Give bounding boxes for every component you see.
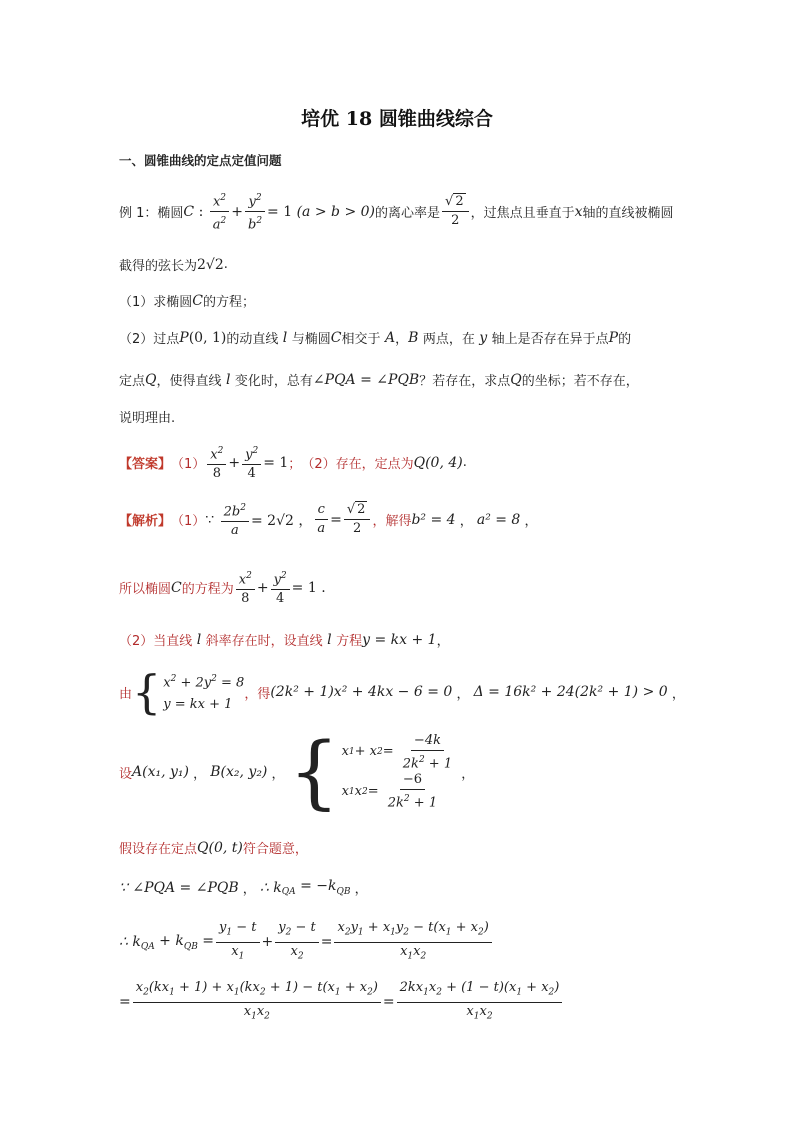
fraction: $\frac{y_1 - t}{x_1}$ (216, 920, 259, 964)
fraction: $\frac{√ 2}{2}$ (442, 194, 469, 229)
analysis-line-5: 设 A(x₁, y₁) ， B(x₂, y₂) ， { x 1 + x 2 = $\frac{-4k}{2k^2 + 1}$ x 1 x 2 = $\frac{-6}{2k^2 + 1}$ ， (119, 725, 475, 818)
fraction: $\frac{y_2 - t}{x_2}$ (275, 920, 318, 964)
example-line-1: 例 1：椭圆 C : $\frac{x^2}{a^2}$ + $\frac{y^2}{b^2}$ = 1 (a > b > 0) 的离心率是 $\frac{√ 2}{2}$ ，过焦点且垂直于 x 轴的直线被椭圆 (119, 190, 674, 234)
analysis-line-6: 假设存在定点 Q(0, t) 符合题意， (119, 839, 308, 857)
fraction: $\frac{x_2y_1 + x_1y_2 - t(x_1 + x_2)}{x_1x_2}$ (334, 920, 491, 964)
fraction: $\frac{y^2}{4}$ (242, 443, 261, 482)
analysis-line-4: 由 { $x^2 + 2y^2 = 8$ y = kx + 1 ，得 (2k² + 1)x² + 4kx − 6 = 0 ， Δ = 16k² + 24(2k² + 1) > 0 ， (119, 665, 685, 720)
fraction: $\frac{√ 2}{2}$ (344, 502, 371, 537)
answer-line: 【答案】 （1） $\frac{x^2}{8}$ + $\frac{y^2}{4}$ = 1 ； （2）存在，定点为 Q(0, 4) . (119, 443, 467, 482)
fraction: $\frac{x^2}{a^2}$ (210, 190, 230, 234)
page-title: 培优 18 圆锥曲线综合 (301, 108, 493, 130)
analysis-line-3: （2）当直线 l 斜率存在时，设直线 l 方程 y = kx + 1 ， (119, 631, 450, 649)
fraction: $\frac{2b^2}{a}$ (221, 500, 249, 539)
question-2-line-1: （2）过点 P (0, 1) 的动直线 l 与椭圆 C 相交于 A ， B 两点，在 y 轴上是否存在异于点 P 的 (119, 329, 632, 347)
fraction: $\frac{x_2(kx_1 + 1) + x_1(kx_2 + 1) - t(x_1 + x_2)}{x_1x_2}$ (133, 980, 381, 1024)
example-line-2: 截得的弦长为 2√2 . (119, 256, 228, 274)
section-heading: 一、圆锥曲线的定点定值问题 (119, 153, 282, 168)
fraction: $\frac{y^2}{4}$ (271, 568, 290, 607)
question-2-line-3: 说明理由. (119, 411, 176, 426)
fraction: $\frac{2kx_1x_2 + (1 - t)(x_1 + x_2)}{x_1x_2}$ (397, 980, 563, 1024)
fraction: $\frac{x^2}{8}$ (207, 443, 226, 482)
fraction: $\frac{x^2}{8}$ (236, 568, 255, 607)
fraction: $\frac{c}{a}$ (314, 502, 328, 537)
question-2-line-2: 定点 Q ，使得直线 l 变化时，总有 ∠PQA = ∠PQB ？若存在，求点 Q 的坐标；若不存在， (119, 371, 639, 389)
analysis-label: 【解析】 (119, 514, 172, 530)
equation-system: x 1 + x 2 = $\frac{-4k}{2k^2 + 1}$ x 1 x 2 = $\frac{-6}{2k^2 + 1}$ (341, 732, 453, 811)
equation-system: $x^2 + 2y^2 = 8$ y = kx + 1 (163, 674, 245, 713)
answer-label: 【答案】 (119, 457, 172, 473)
fraction: $\frac{y^2}{b^2}$ (245, 190, 265, 234)
question-1: （1）求椭圆 C 的方程； (119, 292, 256, 310)
analysis-line-7: ∵ ∠PQA = ∠PQB ， ∴ k $_{QA} = -k_{QB}$ ， (119, 878, 368, 897)
analysis-line-8: ∴ k $_{QA} + k_{QB}$ = $\frac{y_1 - t}{x_1}$ + $\frac{y_2 - t}{x_2}$ = $\frac{x_2y_1 + x_1y_2 - t(x_1 + x_2)}{x_1x_2}$ (119, 920, 494, 964)
analysis-line-9: = $\frac{x_2(kx_1 + 1) + x_1(kx_2 + 1) - t(x_1 + x_2)}{x_1x_2}$ = $\frac{2kx_1x_2 + (1 - t)(x_1 + x_2)}{x_1x_2}$ (119, 980, 564, 1024)
analysis-line-2: 所以椭圆 C 的方程为 $\frac{x^2}{8}$ + $\frac{y^2}{4}$ = 1 . (119, 568, 326, 607)
analysis-line-1: 【解析】 （1） ∵ $\frac{2b^2}{a}$ = 2√2 ， $\frac{c}{a}$ = $\frac{√ 2}{2}$ ，解得 b² = 4 ， a² = 8 ， (119, 500, 537, 539)
